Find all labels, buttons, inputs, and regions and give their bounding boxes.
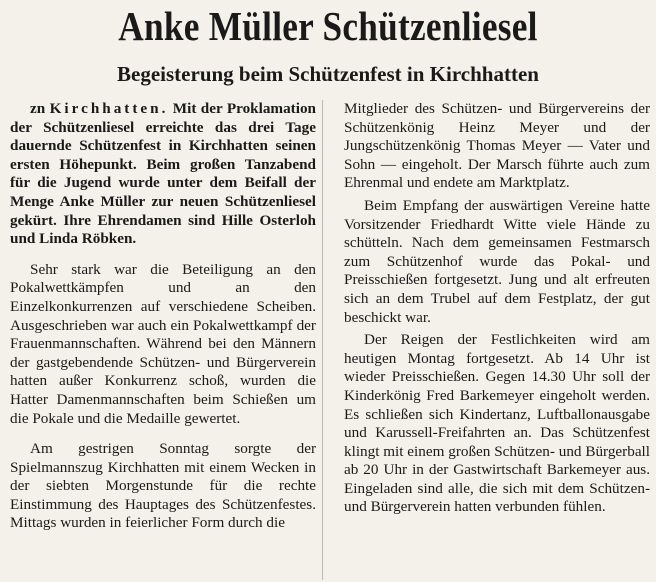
article-subheadline: Begeisterung beim Schützenfest in Kirchhatten (117, 62, 539, 86)
body-paragraph: Beim Empfang der auswärtigen Vereine hatte Vorsitzender Friedhardt Witte viele Hände zu schütteln. Nach dem gemeinsamen Festmarsch zum Schützenhof wurde das Pokal- und Preisschießen fortgesetzt. Jung und alt erfreuten sich an dem Trubel auf dem Festplatz, der gut beschickt war. (344, 196, 650, 326)
article-body (10, 100, 650, 582)
body-paragraph: Am gestrigen Sonntag sorgte der Spielmannszug Kirchhatten mit einem Wecken in der siebten Morgenstunde für die rechte Einstimmung des Hauptages des Schützenfestes. Mittags wurden in feierlicher Form durch die (10, 440, 316, 532)
body-paragraph: Der Reigen der Festlichkeiten wird am heutigen Montag fortgesetzt. Ab 14 Uhr ist wieder Preisschießen. Gegen 14.30 Uhr soll der Kinderkönig Fred Barkemeyer eingeholt werden. Es schließen sich Kindertanz, Luftballonausgabe und Karussell-Freifahrten an. Das Schützenfest klingt mit einem großen Schützen- und Bürgerball ab 20 Uhr in der Gastwirtschaft Barkemeyer aus. Eingeladen sind alle, die sich mit dem Schützen- und Bürgerverein hatten verbunden fühlen. (344, 331, 650, 516)
body-paragraph: Sehr stark war die Beteiligung an den Pokalwettkämpfen und an den Einzelkonkurrenzen auf verschiedene Scheiben. Ausgeschrieben war auch ein Pokalwettkampf der Frauenmannschaften. Während bei den Männern der gastgebendende Schützen- und Bürgerverein hatten außer Konkurrenz schoß, wurden die Hatter Damenmannschaften beim Schießen um die Pokale und die Medaille gewertet. (10, 260, 316, 427)
column-right (344, 100, 650, 517)
lead-paragraph (10, 100, 316, 249)
column-left (10, 100, 316, 533)
dateline-prefix: zn (30, 100, 46, 117)
dateline: Kirchhatten. (49, 100, 169, 117)
body-paragraph: Mitglieder des Schützen- und Bürgervereins der Schützenkönig Heinz Meyer und der Jungschützenkönig Thomas Meyer — Vater und Sohn — eingeholt. Der Marsch führte auch zum Ehrenmal und endete am Marktplatz. (344, 100, 650, 192)
article-headline: Anke Müller Schützenliesel (118, 3, 538, 49)
lead-text: Mit der Proklamation der Schützenliesel erreichte das drei Tage dauernde Schützenfest in Kirchhatten seinen ersten Höhepunkt. Beim großen Tanzabend für die Jugend wurde unter dem Beifall der Menge Anke Müller zur neuen Schützenliesel gekürt. Ihre Ehrendamen sind Hille Osterloh und Linda Röbken. (10, 100, 316, 248)
